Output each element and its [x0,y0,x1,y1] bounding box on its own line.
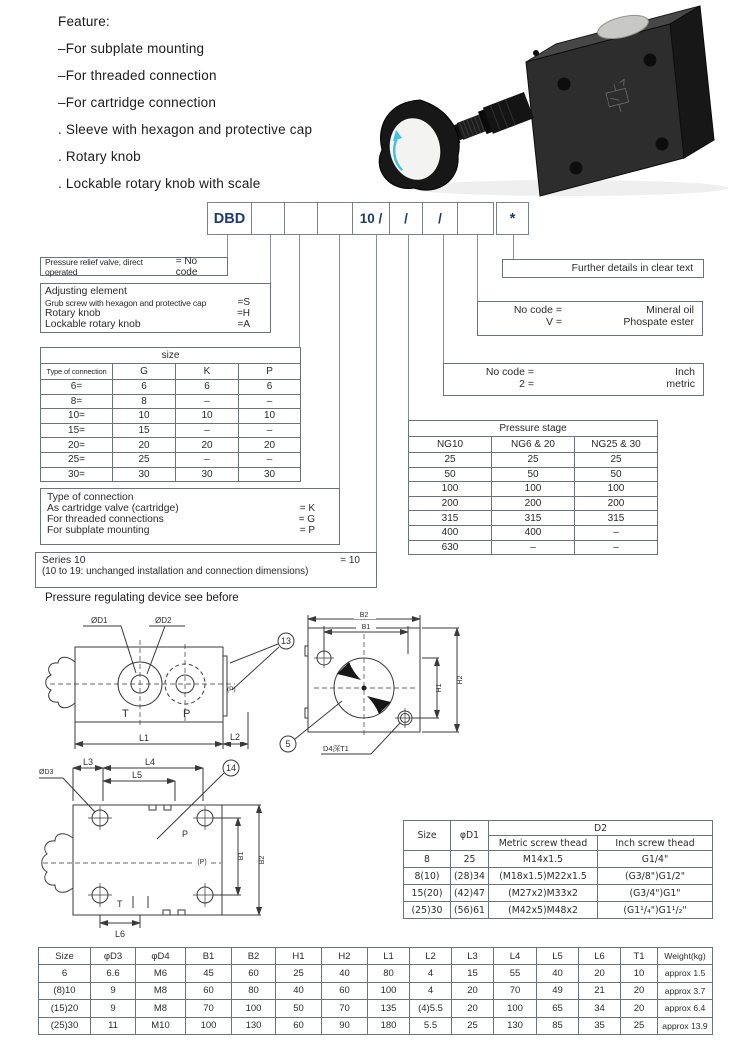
column-header: Size [404,821,451,851]
series-note: (10 to 19: unchanged installation and connection dimensions) [42,566,309,577]
table-cell: 20= [41,438,113,453]
table-cell: 25= [41,452,113,467]
table-cell: – [176,394,239,409]
box-label: Further details in clear text [571,263,693,274]
series-box [35,552,377,588]
table-row [404,851,713,868]
table-cell: approx 1.5 [658,965,713,983]
table-cell: approx 6.4 [658,1000,713,1018]
box-label: Rotary knob [45,308,101,319]
table-row [409,525,658,540]
feature-item: –For subplate mounting [58,41,205,56]
pressure-stage-table [408,420,658,555]
table-cell: 20 [176,438,239,453]
table-row [404,868,713,885]
table-row [41,423,301,438]
rotary-knob [379,100,459,190]
table-cell: 15(20) [404,885,451,902]
table-cell: 60 [322,982,368,1000]
table-cell: 34 [579,1000,621,1018]
box-label: No code = [485,366,534,378]
table-cell: 6= [41,380,113,395]
table-cell: 6 [39,965,91,983]
table-cell: (M18x1.5)M22x1.5 [489,868,598,885]
column-header: K [176,364,239,380]
box-value: = 10 [340,555,360,566]
table-cell: 200 [409,496,492,511]
dimension-drawing-top [35,610,480,770]
balloon-14-label: 14 [225,763,237,773]
table-cell: 6 [113,380,176,395]
table-cell: 70 [322,1000,368,1018]
box-label: Grub screw with hexagon and protective cap [45,297,207,308]
table-cell: 25 [113,452,176,467]
unit-box [443,363,704,396]
table-row [409,496,658,511]
dim-label-b2: B2 [359,612,369,619]
table-cell: (8)10 [39,982,91,1000]
table-cell: 40 [537,965,579,983]
table-cell: 50 [575,467,658,482]
table-cell: 30 [113,467,176,482]
table-cell: 100 [232,1000,276,1018]
table-cell: T1 [621,948,658,965]
code-star-box: * [496,202,529,235]
table-cell: – [176,452,239,467]
dim-label-l2: L2 [230,732,241,742]
table-cell: (28)34 [451,868,489,885]
table-cell: 25 [575,453,658,468]
table-cell: L2 [410,948,452,965]
size-table [40,347,301,482]
code-cell-slash: / [390,203,423,234]
port-label-p-paren: (P) [227,686,236,693]
adjusting-element-box [40,283,271,333]
table-cell: φD3 [91,948,136,965]
table-row [404,885,713,902]
port-label-p-paren: (P) [197,859,207,866]
table-cell: 25 [409,453,492,468]
header-row [39,948,713,965]
column-header: φD1 [451,821,489,851]
box-label: No code = [513,304,562,316]
dim-label-b1: B1 [361,624,371,631]
code-cell [285,203,318,234]
table-cell: 100 [575,482,658,497]
connector-line [339,235,340,488]
table-cell: H1 [276,948,322,965]
table-row [409,482,658,497]
dim-label-h2: H2 [457,675,464,685]
table-cell: 49 [537,982,579,1000]
table-cell: 8 [113,394,176,409]
table-row [39,982,713,1000]
connector-line [513,235,514,259]
port-label-p: P [182,829,189,839]
connector-line [376,235,377,552]
table-cell: φD4 [136,948,186,965]
table-cell: 80 [232,982,276,1000]
table-cell: 50 [492,467,575,482]
table-cell: Weight(kg) [658,948,713,965]
table-cell: 15 [113,423,176,438]
table-cell: 6 [239,380,301,395]
port-label-t: T [122,708,129,720]
type-of-connection-box [40,488,340,545]
knob-side-view [46,657,75,708]
column-header: NG25 & 30 [575,437,658,453]
table-cell: Size [39,948,91,965]
table-cell: M6 [136,965,186,983]
box-value: =A [237,319,250,330]
feature-item: –For threaded connection [58,68,217,83]
table-row [409,540,658,555]
table-cell: 130 [232,1017,276,1035]
table-row [41,409,301,424]
block-marking: DBDH6G 10/315-M [601,82,617,131]
column-header: P [239,364,301,380]
table-cell: (25)30 [404,902,451,919]
table-row [39,1000,713,1018]
table-cell: (G1¹/₄")G1¹/₂" [598,902,713,919]
table-cell: 8 [404,851,451,868]
box-value: = P [299,525,315,536]
table-cell: (M42x5)M48x2 [489,902,598,919]
connector-line [299,235,300,347]
table-cell: 200 [492,496,575,511]
feature-item: . Lockable rotary knob with scale [58,176,261,191]
table-cell: 630 [409,540,492,555]
box-label: V = [545,316,562,328]
table-row [409,453,658,468]
dim-label-d3: ØD3 [39,769,54,776]
table-cell: 9 [91,1000,136,1018]
table-row [39,965,713,983]
code-cell-dbd: DBD [208,203,252,234]
table-cell: L3 [452,948,494,965]
table-cell: 20 [579,965,621,983]
box-label: For threaded connections [47,514,164,525]
dim-label-h1: H1 [436,683,443,693]
table-cell: 10 [239,409,301,424]
table-cell: 70 [494,982,537,1000]
table-cell: 15 [452,965,494,983]
code-cell [318,203,353,234]
table-cell: 100 [492,482,575,497]
table-cell: 5.5 [410,1017,452,1035]
drawing-note: Pressure regulating device see before [45,592,239,604]
table-row [41,452,301,467]
table-row [41,438,301,453]
table-cell: – [575,540,658,555]
table-cell: 30 [239,467,301,482]
table-cell: 200 [575,496,658,511]
table-cell: 10= [41,409,113,424]
table-cell: – [239,423,301,438]
dimension-drawing-bottom [35,754,325,944]
balloon-5-label: 5 [285,739,291,749]
table-cell: 20 [239,438,301,453]
table-cell: 6 [176,380,239,395]
table-cell: 35 [579,1017,621,1035]
column-header: Type of connection [41,364,113,380]
table-title: Pressure stage [409,421,658,437]
d2-thread-table [403,820,713,919]
box-label: Lockable rotary knob [45,319,141,330]
box-title: Type of connection [47,492,134,503]
code-cell [252,203,285,234]
table-cell: (4)5.5 [410,1000,452,1018]
table-cell: L5 [537,948,579,965]
port-label-t: T [117,899,123,909]
table-cell: 30= [41,467,113,482]
feature-list [58,8,312,197]
table-row [409,467,658,482]
code-cell-slash: / [423,203,458,234]
table-cell: 60 [276,1017,322,1035]
table-cell: 80 [368,965,410,983]
feature-title: Feature: [58,14,110,29]
connector-line [408,235,409,420]
table-cell: 100 [494,1000,537,1018]
table-cell: – [239,452,301,467]
table-cell: 100 [409,482,492,497]
column-header: NG6 & 20 [492,437,575,453]
table-cell: 25 [276,965,322,983]
table-row [39,1017,713,1035]
dim-label-l3: L3 [83,757,94,767]
box-label: Series 10 [42,555,86,566]
table-cell: 6.6 [91,965,136,983]
table-cell: approx 3.7 [658,982,713,1000]
table-cell: 25 [492,453,575,468]
table-cell: 15= [41,423,113,438]
code-cell-series: 10 / [353,203,390,234]
table-cell: 9 [91,982,136,1000]
column-header: Metric screw thead [489,836,598,851]
box-value: =S [237,297,250,308]
balloon-13-label: 13 [280,636,292,646]
table-cell: (42)47 [451,885,489,902]
table-cell: 20 [113,438,176,453]
column-header: Inch screw thead [598,836,713,851]
box-label: For subplate mounting [47,525,150,536]
table-cell: 90 [322,1017,368,1035]
table-cell: (15)20 [39,1000,91,1018]
table-cell: (G3/8")G1/2" [598,868,713,885]
table-cell: 10 [113,409,176,424]
box-value: = G [298,514,315,525]
table-cell: – [575,525,658,540]
product-photo [368,0,748,200]
box-value: metric [666,378,695,390]
table-row [41,467,301,482]
table-cell: 40 [322,965,368,983]
table-row [41,380,301,395]
table-cell: 400 [409,525,492,540]
table-cell: 40 [276,982,322,1000]
box-title: Adjusting element [45,286,127,297]
table-cell: 25 [451,851,489,868]
table-cell: 20 [452,982,494,1000]
table-cell: 25 [621,1017,658,1035]
table-cell: 25 [452,1017,494,1035]
table-cell: 100 [368,982,410,1000]
pressure-relief-box [40,257,228,276]
table-cell: 20 [621,982,658,1000]
table-row [404,902,713,919]
table-cell: 60 [232,965,276,983]
top-port-notches [149,805,171,810]
table-cell: M10 [136,1017,186,1035]
table-cell: 4 [410,965,452,983]
feature-item: . Rotary knob [58,149,141,164]
feature-item: –For cartridge connection [58,95,217,110]
box-value: = K [299,503,315,514]
table-cell: 50 [409,467,492,482]
table-cell: M8 [136,982,186,1000]
table-cell: 65 [537,1000,579,1018]
table-cell: B1 [186,948,232,965]
column-header: NG10 [409,437,492,453]
dim-label-l1: L1 [139,733,150,743]
table-cell: 50 [276,1000,322,1018]
table-cell: 4 [410,982,452,1000]
table-cell: L1 [368,948,410,965]
dim-label-b1: B1 [238,851,245,861]
table-cell: 20 [452,1000,494,1018]
table-cell: 130 [494,1017,537,1035]
table-cell: 20 [621,1000,658,1018]
table-cell: (56)61 [451,902,489,919]
table-cell: 135 [368,1000,410,1018]
table-cell: M14x1.5 [489,851,598,868]
dimension-table [38,947,713,1035]
box-label: 2 = [519,378,534,390]
table-cell: 10 [621,965,658,983]
feature-item: . Sleeve with hexagon and protective cap [58,122,313,137]
fluid-box [477,301,703,336]
table-cell: 45 [186,965,232,983]
bottom-port-notches [163,910,185,915]
ordering-code-row [207,202,494,235]
table-cell: 400 [492,525,575,540]
table-cell: G1/4" [598,851,713,868]
table-cell: L6 [579,948,621,965]
table-row [41,394,301,409]
table-title: size [41,348,301,364]
box-label: As cartridge valve (cartridge) [47,503,179,514]
dim-label-l5: L5 [132,770,143,780]
connector-line [477,235,478,301]
table-cell: 315 [575,511,658,526]
table-cell: B2 [232,948,276,965]
code-cell [458,203,493,234]
table-cell: 100 [186,1017,232,1035]
connector-line [270,235,271,283]
table-cell: 85 [537,1017,579,1035]
box-value: = No code [175,255,198,278]
table-cell: – [239,394,301,409]
table-cell: 8= [41,394,113,409]
box-value: Inch [675,366,695,378]
box-label: Pressure relief valve, direct operated [45,256,143,277]
table-cell: L4 [494,948,537,965]
table-cell: approx 13.9 [658,1017,713,1035]
valve-block [526,6,714,196]
dim-label-b2: B2 [259,855,266,865]
box-value: Phospate ester [623,316,694,328]
table-cell: 315 [409,511,492,526]
table-cell: 60 [186,982,232,1000]
column-header: D2 [489,821,713,836]
further-details-box [502,259,704,278]
table-cell: 8(10) [404,868,451,885]
dim-label-d2: ØD2 [155,616,172,625]
box-value: Mineral oil [646,304,694,316]
table-cell: 30 [176,467,239,482]
dim-label-d4: D4深T1 [323,744,349,753]
table-cell: H2 [322,948,368,965]
dim-label-d1: ØD1 [91,616,108,625]
table-cell: 10 [176,409,239,424]
table-cell: M8 [136,1000,186,1018]
table-cell: (25)30 [39,1017,91,1035]
table-cell: 55 [494,965,537,983]
column-header: G [113,364,176,380]
table-cell: (M27x2)M33x2 [489,885,598,902]
dim-label-l4: L4 [145,757,156,767]
dim-label-l6: L6 [114,929,126,939]
table-cell: 70 [186,1000,232,1018]
table-cell: – [492,540,575,555]
table-cell: – [176,423,239,438]
table-cell: (G3/4")G1" [598,885,713,902]
connector-line [227,235,228,257]
table-cell: 21 [579,982,621,1000]
table-cell: 315 [492,511,575,526]
box-value: =H [236,308,250,319]
table-cell: 180 [368,1017,410,1035]
connector-line [443,235,444,363]
table-cell: 11 [91,1017,136,1035]
port-label-p: P [183,708,191,720]
table-row [409,511,658,526]
